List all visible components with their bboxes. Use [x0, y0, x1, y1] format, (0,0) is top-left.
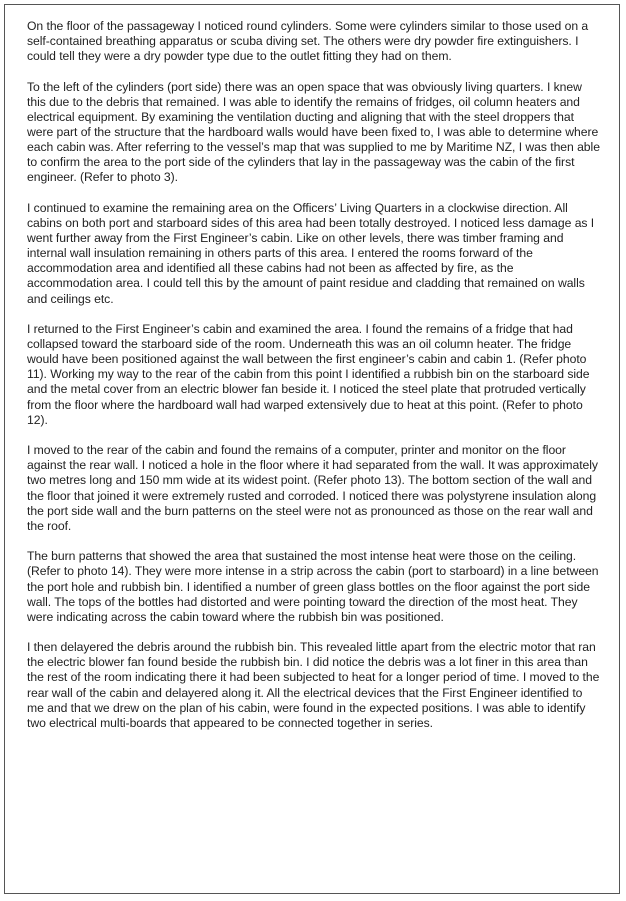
paragraph-5: I moved to the rear of the cabin and found the remains of a computer, printer and monitor on the floor against the rear wall. I noticed a hole in the floor where it had separated from the wall. It was approximately two metres long and 150 mm wide at its widest point. (Refer photo 13). The bottom section of the wall and the floor that joined it were extremely rusted and corroded. I noticed there was polystyrene insulation along the port side wall and the burn patterns on the steel were not as pronounced as those on the rear wall and the roof.	[27, 443, 598, 533]
paragraph-2: To the left of the cylinders (port side) there was an open space that was obviously living quarters. I knew this due to the debris that remained. I was able to identify the remains of fridges, oil column heaters and electrical equipment. By examining the ventilation ducting and aligning that with the steel droppers that were part of the structure that the hardboard walls would have been fixed to, I was able to determine where each cabin was. After referring to the vessel’s map that was supplied to me by Maritime NZ, I was then able to confirm the area to the port side of the cylinders that lay in the passageway was the cabin of the first engineer. (Refer to photo 3).	[27, 79, 600, 185]
paragraph-7: I then delayered the debris around the rubbish bin. This revealed little apart from the electric motor that ran the electric blower fan found beside the rubbish bin. I did notice the debris was a lot finer in this area than the rest of the room indicating there it had been subjected to heat for a longer period of time. I moved to the rear wall of the cabin and delayered along it. All the electrical devices that the First Engineer identified to me and that we drew on the plan of his cabin, were found in the expected positions. I was able to identify two electrical multi-boards that appeared to be connected together in series.	[27, 640, 600, 730]
paragraph-3: I continued to examine the remaining area on the Officers’ Living Quarters in a clockwise direction. All cabins on both port and starboard sides of this area had been totally destroyed. I noticed less damage as I went further away from the First Engineer’s cabin. Like on other levels, there was timber framing and internal wall insulation remaining in others parts of this area. I entered the rooms forward of the accommodation area and identified all these cabins had not been as affected by fire, as the accommodation area. I could tell this by the amount of paint residue and cladding that remained on walls and ceilings etc.	[27, 200, 595, 306]
paragraph-1: On the floor of the passageway I noticed round cylinders. Some were cylinders similar to those used on a self-contained breathing apparatus or scuba diving set. The others were dry powder fire extinguishers. I could tell they were a dry powder type due to the outlet fitting they had on them.	[27, 19, 589, 64]
paragraph-6: The burn patterns that showed the area that sustained the most intense heat were those on the ceiling. (Refer to photo 14). They were more intense in a strip across the cabin (port to starboard) in a line between the port hole and rubbish bin. I identified a number of green glass bottles on the floor against the port side wall. The tops of the bottles had distorted and were pointing toward the direction of the most heat. They were indicating across the cabin toward where the rubbish bin was positioned.	[27, 549, 599, 624]
page-border	[4, 4, 620, 894]
paragraph-4: I returned to the First Engineer’s cabin and examined the area. I found the remains of a fridge that had collapsed toward the starboard side of the room. Underneath this was an oil column heater. The fridge would have been positioned against the wall between the first engineer’s cabin and cabin 1. (Refer photo 11). Working my way to the rear of the cabin from this point I identified a rubbish bin on the starboard side and the metal cover from an electric blower fan beside it. I noticed the steel plate that protruded vertically from the floor where the hardboard wall had warped extensively due to heat at this point. (Refer to photo 12).	[27, 322, 590, 427]
document-body	[27, 19, 602, 746]
